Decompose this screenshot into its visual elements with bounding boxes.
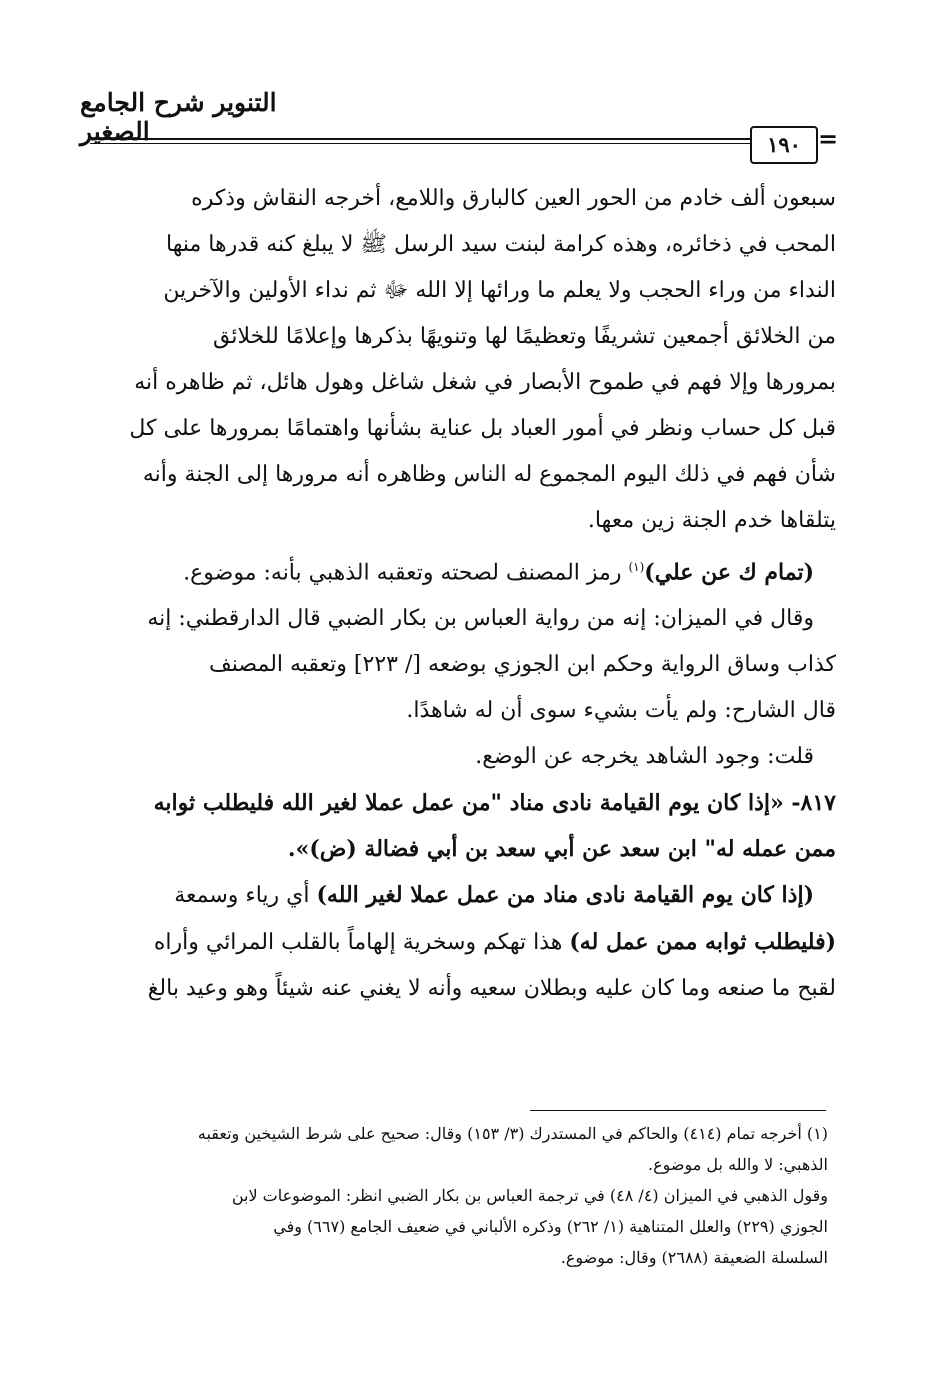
text-line: قال الشارح: ولم يأت بشيء سوى أن له شاهدًا. bbox=[406, 698, 836, 724]
footnote-separator bbox=[530, 1110, 826, 1111]
commentary-line bbox=[82, 919, 836, 966]
source-comment: رمز المصنف لصحته وتعقبه الذهبي بأنه: موضوع. bbox=[183, 560, 629, 586]
text-line: شأن فهم في ذلك اليوم المجموع له الناس وظاهره أنه مرورها إلى الجنة وأنه bbox=[142, 462, 836, 487]
footnote-ref[interactable]: (١) bbox=[628, 560, 645, 574]
text-line: المحب في ذخائره، وهذه كرامة لبنت سيد الرسل ﷺ لا يبلغ كنه قدرها منها bbox=[166, 232, 836, 257]
text-line: كذاب وساق الرواية وحكم ابن الجوزي بوضعه [/ ٢٢٣] وتعقبه المصنف bbox=[208, 652, 836, 678]
commentary-line bbox=[82, 872, 836, 919]
text-line: يتلقاها خدم الجنة زين معها. bbox=[587, 508, 836, 533]
footnote-line: الذهبي: لا والله بل موضوع. bbox=[648, 1155, 828, 1174]
page-number-mark: = bbox=[818, 124, 839, 153]
text-line: النداء من وراء الحجب ولا يعلم ما ورائها إلا الله ﷻ ثم نداء الأولين والآخرين bbox=[163, 278, 836, 303]
commentary-line: لقبح ما صنعه وما كان عليه وبطلان سعيه وأنه لا يغني عنه شيئاً وهو وعيد بالغ bbox=[147, 976, 836, 1002]
hadith-text-line: ممن عمله له" ابن سعد عن أبي سعد بن أبي فضالة (ض)». bbox=[287, 836, 836, 863]
footnote-line: وقول الذهبي في الميزان (٤/ ٤٨) في ترجمة العباس بن بكار الضبي انظر: الموضوعات لابن bbox=[231, 1186, 828, 1205]
header-rule bbox=[90, 138, 750, 140]
footnote-line: (١) أخرجه تمام (٤١٤) والحاكم في المستدرك (٣/ ١٥٣) وقال: صحيح على شرط الشيخين وتعقبه bbox=[197, 1124, 828, 1143]
footnotes bbox=[82, 1118, 828, 1273]
main-text bbox=[82, 176, 836, 1012]
commentary-text: أي رياء وسمعة bbox=[174, 883, 317, 909]
hadith-text-line: ٨١٧- «إذا كان يوم القيامة نادى مناد "من عمل عملا لغير الله فليطلب ثوابه bbox=[153, 790, 836, 817]
commentary-text: هذا تهكم وسخرية إلهاماً بالقلب المرائي وأراه bbox=[153, 930, 570, 956]
text-line: قلت: وجود الشاهد يخرجه عن الوضع. bbox=[475, 744, 814, 770]
header-rule-thin bbox=[90, 143, 750, 144]
footnote-line: السلسلة الضعيفة (٢٦٨٨) وقال: موضوع. bbox=[560, 1248, 828, 1267]
quoted-hadith-part: (فليطلب ثوابه ممن عمل له) bbox=[569, 929, 836, 956]
text-line: من الخلائق أجمعين تشريفًا وتعظيمًا لها وتنويهًا بذكرها وإعلامًا للخلائق bbox=[213, 324, 836, 349]
text-line: قبل كل حساب ونظر في أمور العباد بل عناية بشأنها واهتمامًا بمرورها على كل bbox=[129, 416, 836, 441]
page-number: ١٩٠ bbox=[750, 126, 818, 164]
text-line: وقال في الميزان: إنه من رواية العباس بن بكار الضبي قال الدارقطني: إنه bbox=[147, 606, 814, 632]
running-header-title: التنوير شرح الجامع الصغير bbox=[80, 88, 277, 146]
quoted-hadith-part: (إذا كان يوم القيامة نادى مناد من عمل عملا لغير الله) bbox=[316, 882, 814, 909]
source-citation: (تمام ك عن علي) bbox=[644, 559, 814, 586]
source-attribution bbox=[82, 544, 836, 596]
footnote-line: الجوزي (٢٢٩) والعلل المتناهية (١/ ٢٦٢) وذكره الألباني في ضعيف الجامع (٦٦٧) وفي bbox=[273, 1217, 828, 1236]
text-line: سبعون ألف خادم من الحور العين كالبارق واللامع، أخرجه النقاش وذكره bbox=[191, 186, 836, 211]
text-line: بمرورها وإلا فهم في طموح الأبصار في شغل شاغل وهول هائل، ثم ظاهره أنه bbox=[134, 370, 836, 395]
